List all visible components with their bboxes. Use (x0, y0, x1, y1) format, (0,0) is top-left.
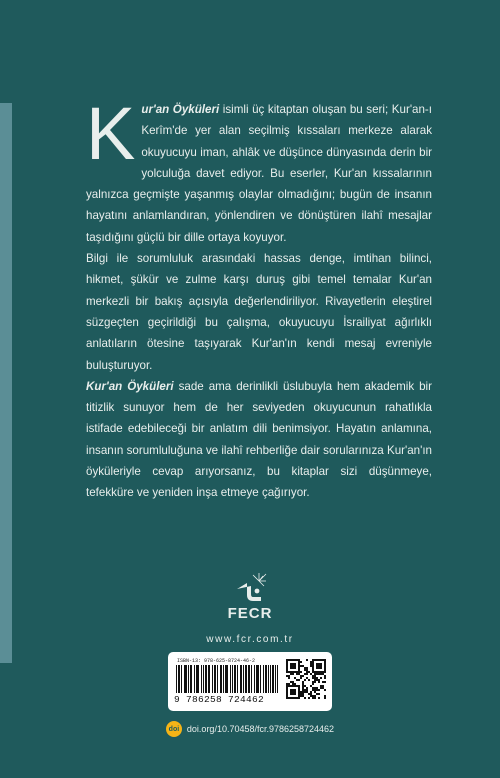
barcode-panel (168, 652, 332, 711)
blurb-text-3: sade ama derinlikli üslubuyla hem akademik bir titizlik sunuyor hem de her seviyeden okuyucunun rahatlıkla istifade edebileceği bir anlatım dili benimsiyor. Hayatın anlamına, insanın sorumluluğuna ve ilahî rehberliğe dair sorularınıza Kur'an'ın öyküleriyle cevap arıyorsanız, bu kitaplar sizi düşünmeye, tefekküre ve yeniden inşa etmeye çağırıyor. (86, 379, 432, 500)
back-cover-blurb (86, 92, 433, 504)
series-title: ur'an Öyküleri (141, 103, 220, 116)
isbn-barcode (174, 665, 278, 693)
spine-strip (0, 103, 12, 663)
blurb-paragraph-3 (86, 376, 432, 504)
doi-link[interactable]: doi.org/10.70458/fcr.9786258724462 (186, 724, 335, 734)
dropcap-letter: K (86, 92, 136, 175)
isbn-label: ISBN-13: 978-625-8724-46-2 (177, 658, 256, 664)
publisher-logo (220, 573, 280, 625)
publisher-website: www.fcr.com.tr (206, 634, 294, 645)
blurb-text-1: isimli üç kitaptan oluşan bu seri; Kur'an-ı Kerîm'de yer alan seçilmiş kıssaları merkeze alarak okuyucuyu iman, ahlâk ve düşünce dünyasında derin bir yolculuğa davet ediyor. Bu eserler, Kur'an kıssalarının yalnızca geçmişte yaşanmış olaylar olmadığını; bugün de insanın hayatını anlamlandıran, yönlendiren ve dönüştüren ilahî mesajlar taşıdığını güçlü bir dille ortaya koyuyor. (86, 103, 433, 244)
fecr-emblem-icon (233, 573, 267, 603)
series-title-2: Kur'an Öyküleri (86, 379, 174, 393)
isbn-digits: 9 786258 724462 (174, 694, 265, 705)
publisher-name: FECR (227, 605, 273, 622)
blurb-paragraph-2: Bilgi ile sorumluluk arasındaki hassas denge, imtihan bilinci, hikmet, şükür ve zulme karşı duruş gibi temel temalar Kur'an merkezli bir bakış açısıyla değerlendiriliyor. Rivayetlerin eleştirel süzgeçten geçirildiği bu çalışma, okuyucuyu İsrailiyat ağırlıklı anlatıların ötesine taşıyarak Kur'an'ın kendi mesaj evreniyle buluşturuyor. (86, 252, 432, 372)
qr-code-icon (286, 659, 326, 699)
doi-line (0, 721, 500, 737)
doi-badge-icon: doi (166, 721, 182, 737)
blurb-paragraph-1 (86, 92, 433, 248)
